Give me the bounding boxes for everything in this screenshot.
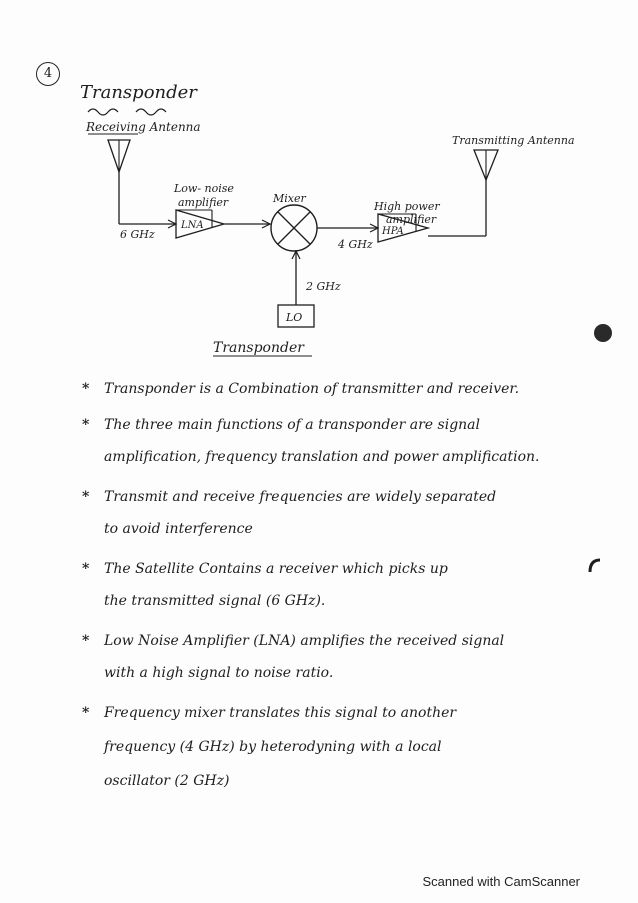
lna-block xyxy=(176,210,224,238)
lna-label-line1: Low- noise xyxy=(174,182,234,195)
receiving-antenna-icon xyxy=(108,140,130,224)
hpa-label-line1: High power xyxy=(374,200,440,213)
punch-hole xyxy=(594,324,612,342)
note-item-continuation: oscillator (2 GHz) xyxy=(104,773,230,789)
input-frequency: 6 GHz xyxy=(120,228,155,241)
note-item: * The Satellite Contains a receiver which picks up xyxy=(82,561,448,577)
transmitting-antenna-icon xyxy=(474,150,498,180)
mixer-icon xyxy=(271,205,317,251)
lna-box-label: LNA xyxy=(181,220,204,231)
note-item: * Low Noise Amplifier (LNA) amplifies the received signal xyxy=(82,633,505,649)
lo-frequency: 2 GHz xyxy=(306,280,341,293)
page-title: Transponder xyxy=(80,82,197,103)
note-item-continuation: frequency (4 GHz) by heterodyning with a local xyxy=(104,739,442,755)
page-number: 4 xyxy=(36,62,60,86)
diagram-caption: Transponder xyxy=(213,340,304,356)
note-item-continuation: the transmitted signal (6 GHz). xyxy=(104,593,326,609)
lna-label-line2: amplifier xyxy=(178,196,229,209)
lo-box-label: LO xyxy=(286,311,303,324)
transmitting-antenna-label: Transmitting Antenna xyxy=(452,134,575,147)
local-oscillator-block xyxy=(278,305,314,327)
note-item: * Transmit and receive frequencies are widely separated xyxy=(82,489,497,505)
hpa-label-line2: amplifier xyxy=(386,213,437,226)
note-item-continuation: amplification, frequency translation and power amplification. xyxy=(104,449,540,465)
hpa-box-label: HPA xyxy=(382,226,404,237)
output-frequency: 4 GHz xyxy=(338,238,373,251)
punch-hole xyxy=(586,556,606,580)
note-item: * Frequency mixer translates this signal to another xyxy=(82,705,457,721)
scanner-watermark: Scanned with CamScanner xyxy=(422,874,580,889)
mixer-label: Mixer xyxy=(273,192,306,205)
receiving-antenna-label: Receiving Antenna xyxy=(86,120,201,134)
note-item-continuation: to avoid interference xyxy=(104,521,253,537)
note-item: * The three main functions of a transponder are signal xyxy=(82,417,481,433)
note-item-continuation: with a high signal to noise ratio. xyxy=(104,665,334,681)
note-item: * Transponder is a Combination of transmitter and receiver. xyxy=(82,381,520,397)
